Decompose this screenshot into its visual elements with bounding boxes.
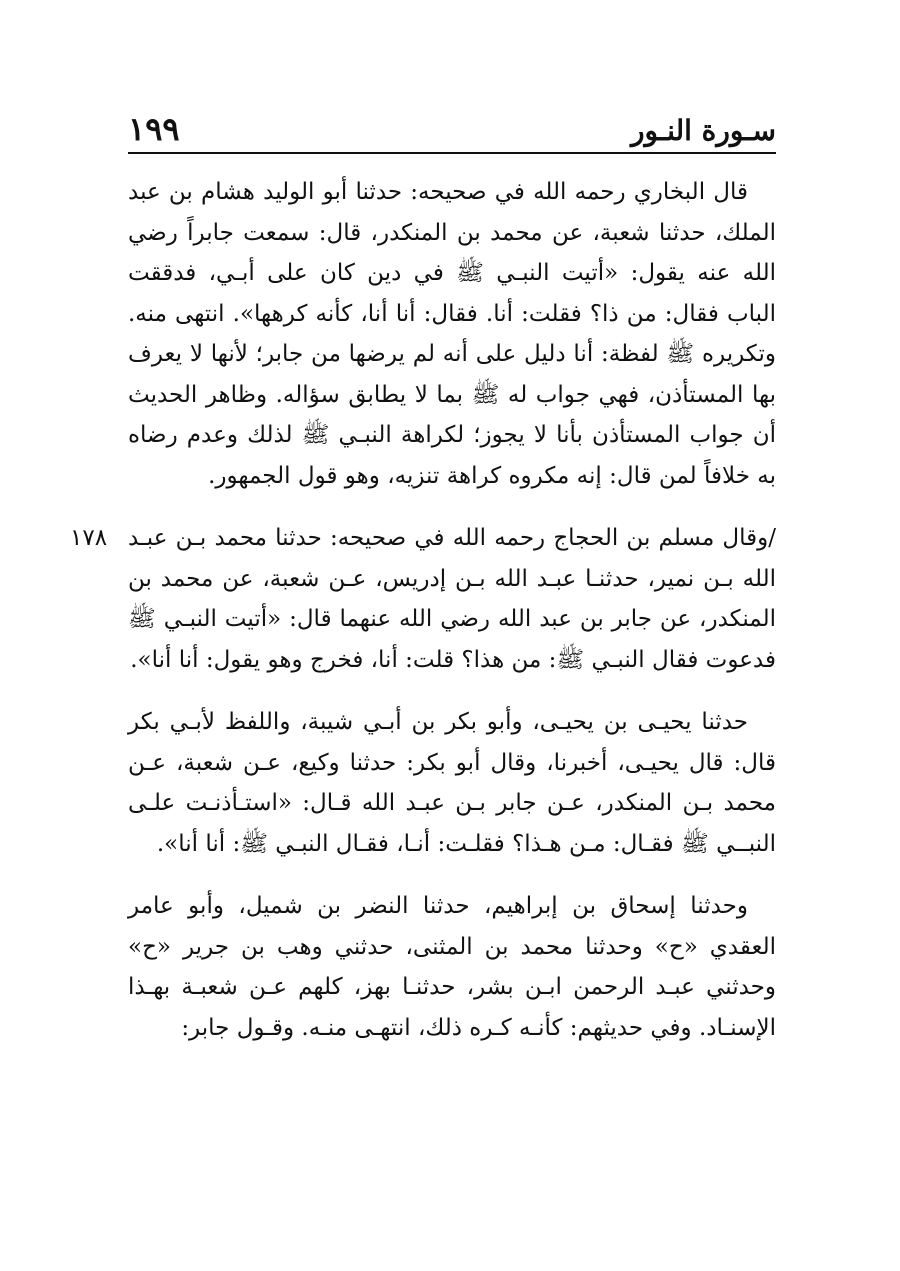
surah-title: سـورة النـور xyxy=(630,114,776,147)
paragraph-yahya xyxy=(128,702,776,864)
paragraph-text: وحدثنا إسحاق بن إبراهيم، حدثنا النضر بن شميل، وأبو عامر العقدي «ح» وحدثنا محمد بن المثنى، حدثني وهب بن جرير «ح» وحدثني عبـد الرحمن ابـن بشر، حدثنـا بهز، كلهم عـن شعبـة بهـذا الإسنـاد. وفي حديثهم: كأنـه كـره ذلك، انتهـى منـه. وقـول جابر: xyxy=(128,893,776,1041)
paragraph-bukhari xyxy=(128,172,776,496)
running-header xyxy=(128,108,776,152)
paragraph-text: /وقال مسلم بن الحجاج رحمه الله في صحيحه: حدثنا محمد بـن عبـد الله بـن نمير، حدثنـا عبـد الله بـن إدريس، عـن شعبة، عن محمد بن المنكدر، عن جابر بن عبد الله رضي الله عنهما قال: «أتيت النبـي ﷺ فدعوت فقال النبـي ﷺ: من هذا؟ قلت: أنا، فخرج وهو يقول: أنا أنا». xyxy=(128,525,777,673)
page-number: ١٩٩ xyxy=(128,110,180,148)
paragraph-ishaq xyxy=(128,886,776,1048)
paragraph-text: قال البخاري رحمه الله في صحيحه: حدثنا أبو الوليد هشام بن عبد الملك، حدثنا شعبة، عن محمد بن المنكدر، قال: سمعت جابراً رضي الله عنه يقول: «أتيت النبـي ﷺ في دين كان على أبـي، فدققت الباب فقال: من ذا؟ فقلت: أنا. فقال: أنا أنا، كأنه كرهها». انتهى منه. وتكريره ﷺ لفظة: أنا دليل على أنه لم يرضها من جابر؛ لأنها لا يعرف بها المستأذن، فهي جواب له ﷺ بما لا يطابق سؤاله. وظاهر الحديث أن جواب المستأذن بأنا لا يجوز؛ لكراهة النبـي ﷺ لذلك وعدم رضاه به خلافاً لمن قال: إنه مكروه كراهة تنزيه، وهو قول الجمهور. xyxy=(128,179,776,489)
manuscript-folio-number: ١٧٨ xyxy=(70,525,108,551)
header-divider xyxy=(128,152,776,154)
paragraph-muslim xyxy=(70,518,777,680)
paragraph-text: حدثنا يحيـى بن يحيـى، وأبو بكر بن أبـي شيبة، واللفظ لأبـي بكر قال: قال يحيـى، أخبرنا، وقال أبو بكر: حدثنا وكيع، عـن شعبة، عـن محمد بـن المنكدر، عـن جابر بـن عبـد الله قـال: «استـأذنـت علـى النبــي ﷺ فقـال: مـن هـذا؟ فقلـت: أنـا، فقـال النبـي ﷺ: أنا أنا». xyxy=(128,709,776,857)
page-body xyxy=(70,172,777,1070)
